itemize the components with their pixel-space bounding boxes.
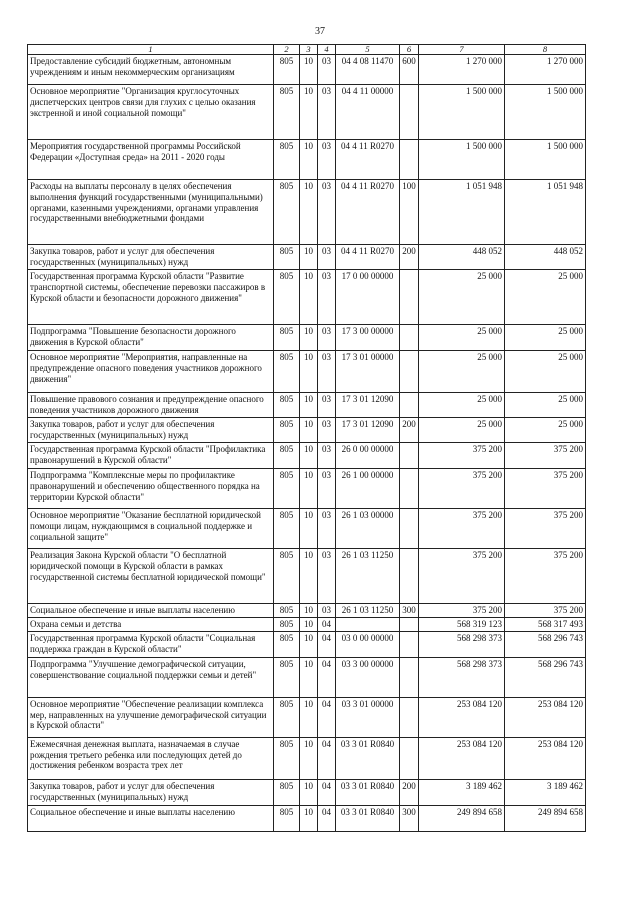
target-article: [336, 618, 400, 632]
subsection-code: 03: [318, 270, 336, 325]
target-article: 26 1 00 00000: [336, 469, 400, 509]
section-code: 10: [300, 549, 318, 604]
amount-year-1: 253 084 120: [419, 697, 505, 737]
column-number: 5: [336, 45, 400, 55]
gov-code: 805: [274, 631, 300, 657]
amount-year-2: 25 000: [505, 418, 586, 443]
target-article: 26 0 00 00000: [336, 443, 400, 469]
section-code: 10: [300, 180, 318, 245]
expense-type: 300: [400, 805, 419, 831]
amount-year-1: 375 200: [419, 604, 505, 618]
amount-year-2: 253 084 120: [505, 737, 586, 779]
gov-code: 805: [274, 418, 300, 443]
amount-year-2: 25 000: [505, 393, 586, 418]
column-number: 8: [505, 45, 586, 55]
section-code: 10: [300, 443, 318, 469]
table-row: [28, 737, 586, 779]
target-article: 04 4 11 R0270: [336, 245, 400, 270]
subsection-code: 03: [318, 509, 336, 549]
row-name: Подпрограмма "Улучшение демографической ситуации, совершенствование социальной поддержки семьи и детей": [28, 657, 274, 697]
section-code: 10: [300, 245, 318, 270]
amount-year-2: 375 200: [505, 549, 586, 604]
target-article: 26 1 03 00000: [336, 509, 400, 549]
expense-type: [400, 393, 419, 418]
table-row: [28, 509, 586, 549]
table-row: [28, 631, 586, 657]
section-code: 10: [300, 393, 318, 418]
section-code: 10: [300, 697, 318, 737]
amount-year-2: 375 200: [505, 443, 586, 469]
expense-type: 200: [400, 779, 419, 805]
row-name: Закупка товаров, работ и услуг для обеспечения государственных (муниципальных) нужд: [28, 779, 274, 805]
row-name: Повышение правового сознания и предупреждение опасного поведения участников дорожного движения: [28, 393, 274, 418]
gov-code: 805: [274, 509, 300, 549]
amount-year-2: 568 317 493: [505, 618, 586, 632]
amount-year-2: 1 051 948: [505, 180, 586, 245]
target-article: 04 4 08 11470: [336, 55, 400, 85]
expense-type: 300: [400, 604, 419, 618]
gov-code: 805: [274, 443, 300, 469]
table-row: [28, 85, 586, 140]
expense-type: [400, 443, 419, 469]
gov-code: 805: [274, 180, 300, 245]
section-code: 10: [300, 509, 318, 549]
section-code: 10: [300, 85, 318, 140]
amount-year-1: 568 298 373: [419, 657, 505, 697]
column-number: 6: [400, 45, 419, 55]
target-article: 17 3 00 00000: [336, 325, 400, 351]
table-row: [28, 779, 586, 805]
row-name: Государственная программа Курской области "Развитие транспортной системы, обеспечение перевозки пассажиров в Курской области и безопасности дорожного движения": [28, 270, 274, 325]
table-row: [28, 657, 586, 697]
table-row: [28, 270, 586, 325]
expense-type: 200: [400, 245, 419, 270]
table-row: [28, 140, 586, 180]
subsection-code: 04: [318, 779, 336, 805]
amount-year-1: 1 500 000: [419, 140, 505, 180]
subsection-code: 03: [318, 85, 336, 140]
target-article: 03 3 01 R0840: [336, 805, 400, 831]
subsection-code: 04: [318, 631, 336, 657]
table-row: [28, 55, 586, 85]
row-name: Расходы на выплаты персоналу в целях обеспечения выполнения функций государственными (муниципальными) органами, казенными учреждениями, органами управления государственными внебюджетными фондами: [28, 180, 274, 245]
gov-code: 805: [274, 469, 300, 509]
gov-code: 805: [274, 737, 300, 779]
amount-year-2: 375 200: [505, 469, 586, 509]
row-name: Закупка товаров, работ и услуг для обеспечения государственных (муниципальных) нужд: [28, 418, 274, 443]
gov-code: 805: [274, 604, 300, 618]
target-article: 04 4 11 R0270: [336, 180, 400, 245]
amount-year-2: 568 296 743: [505, 631, 586, 657]
target-article: 03 3 01 R0840: [336, 779, 400, 805]
amount-year-1: 25 000: [419, 270, 505, 325]
row-name: Государственная программа Курской области "Социальная поддержка граждан в Курской области": [28, 631, 274, 657]
column-number: 1: [28, 45, 274, 55]
gov-code: 805: [274, 805, 300, 831]
amount-year-1: 1 270 000: [419, 55, 505, 85]
expense-type: [400, 657, 419, 697]
subsection-code: 03: [318, 180, 336, 245]
amount-year-1: 25 000: [419, 393, 505, 418]
page-number: 37: [315, 26, 325, 37]
amount-year-2: 249 894 658: [505, 805, 586, 831]
target-article: 17 0 00 00000: [336, 270, 400, 325]
expense-type: [400, 509, 419, 549]
amount-year-1: 1 500 000: [419, 85, 505, 140]
gov-code: 805: [274, 779, 300, 805]
subsection-code: 03: [318, 443, 336, 469]
target-article: 04 4 11 00000: [336, 85, 400, 140]
column-number-row: [28, 45, 586, 55]
row-name: Основное мероприятие "Мероприятия, направленные на предупреждение опасного поведения участников дорожного движения": [28, 351, 274, 393]
amount-year-1: 1 051 948: [419, 180, 505, 245]
expense-type: 600: [400, 55, 419, 85]
row-name: Основное мероприятие "Обеспечение реализации комплекса мер, направленных на улучшение демографической ситуации в Курской области": [28, 697, 274, 737]
amount-year-1: 375 200: [419, 469, 505, 509]
amount-year-2: 568 296 743: [505, 657, 586, 697]
target-article: 03 0 00 00000: [336, 631, 400, 657]
section-code: 10: [300, 604, 318, 618]
subsection-code: 04: [318, 697, 336, 737]
table-row: [28, 549, 586, 604]
column-number: 7: [419, 45, 505, 55]
column-number: 2: [274, 45, 300, 55]
amount-year-2: 25 000: [505, 351, 586, 393]
gov-code: 805: [274, 549, 300, 604]
section-code: 10: [300, 140, 318, 180]
expense-type: [400, 469, 419, 509]
budget-table: [27, 44, 586, 832]
table-row: [28, 618, 586, 632]
section-code: 10: [300, 351, 318, 393]
row-name: Охрана семьи и детства: [28, 618, 274, 632]
subsection-code: 04: [318, 657, 336, 697]
table-row: [28, 351, 586, 393]
table-row: [28, 604, 586, 618]
amount-year-1: 375 200: [419, 509, 505, 549]
gov-code: 805: [274, 618, 300, 632]
amount-year-1: 375 200: [419, 549, 505, 604]
amount-year-2: 1 500 000: [505, 140, 586, 180]
subsection-code: 03: [318, 418, 336, 443]
subsection-code: 03: [318, 351, 336, 393]
subsection-code: 03: [318, 55, 336, 85]
gov-code: 805: [274, 325, 300, 351]
section-code: 10: [300, 779, 318, 805]
expense-type: [400, 737, 419, 779]
expense-type: [400, 631, 419, 657]
target-article: 26 1 03 11250: [336, 604, 400, 618]
subsection-code: 04: [318, 618, 336, 632]
row-name: Ежемесячная денежная выплата, назначаемая в случае рождения третьего ребенка или последующих детей до достижения ребенком возраста трех лет: [28, 737, 274, 779]
amount-year-2: 25 000: [505, 270, 586, 325]
table-row: [28, 443, 586, 469]
table-row: [28, 805, 586, 831]
target-article: 03 3 01 R0840: [336, 737, 400, 779]
amount-year-2: 1 270 000: [505, 55, 586, 85]
row-name: Закупка товаров, работ и услуг для обеспечения государственных (муниципальных) нужд: [28, 245, 274, 270]
expense-type: [400, 351, 419, 393]
amount-year-1: 568 319 123: [419, 618, 505, 632]
amount-year-1: 253 084 120: [419, 737, 505, 779]
table-row: [28, 180, 586, 245]
section-code: 10: [300, 418, 318, 443]
subsection-code: 03: [318, 469, 336, 509]
section-code: 10: [300, 469, 318, 509]
subsection-code: 03: [318, 604, 336, 618]
target-article: 03 3 00 00000: [336, 657, 400, 697]
subsection-code: 03: [318, 325, 336, 351]
amount-year-1: 568 298 373: [419, 631, 505, 657]
subsection-code: 03: [318, 245, 336, 270]
expense-type: [400, 140, 419, 180]
amount-year-1: 448 052: [419, 245, 505, 270]
table-row: [28, 469, 586, 509]
table-row: [28, 393, 586, 418]
amount-year-1: 25 000: [419, 351, 505, 393]
target-article: 17 3 01 00000: [336, 351, 400, 393]
target-article: 17 3 01 12090: [336, 418, 400, 443]
table-row: [28, 418, 586, 443]
row-name: Социальное обеспечение и иные выплаты населению: [28, 604, 274, 618]
gov-code: 805: [274, 140, 300, 180]
subsection-code: 03: [318, 549, 336, 604]
amount-year-1: 375 200: [419, 443, 505, 469]
row-name: Социальное обеспечение и иные выплаты населению: [28, 805, 274, 831]
target-article: 17 3 01 12090: [336, 393, 400, 418]
target-article: 04 4 11 R0270: [336, 140, 400, 180]
gov-code: 805: [274, 697, 300, 737]
row-name: Подпрограмма "Повышение безопасности дорожного движения в Курской области": [28, 325, 274, 351]
amount-year-2: 448 052: [505, 245, 586, 270]
row-name: Реализация Закона Курской области "О бесплатной юридической помощи в Курской области в рамках государственной системы бесплатной юридической помощи": [28, 549, 274, 604]
expense-type: [400, 325, 419, 351]
expense-type: 100: [400, 180, 419, 245]
row-name: Предоставление субсидий бюджетным, автономным учреждениям и иным некоммерческим организациям: [28, 55, 274, 85]
gov-code: 805: [274, 270, 300, 325]
amount-year-2: 253 084 120: [505, 697, 586, 737]
section-code: 10: [300, 631, 318, 657]
amount-year-2: 375 200: [505, 604, 586, 618]
gov-code: 805: [274, 657, 300, 697]
amount-year-2: 1 500 000: [505, 85, 586, 140]
column-number: 3: [300, 45, 318, 55]
expense-type: 200: [400, 418, 419, 443]
expense-type: [400, 85, 419, 140]
expense-type: [400, 618, 419, 632]
section-code: 10: [300, 270, 318, 325]
table-row: [28, 697, 586, 737]
subsection-code: 03: [318, 140, 336, 180]
section-code: 10: [300, 657, 318, 697]
target-article: 26 1 03 11250: [336, 549, 400, 604]
section-code: 10: [300, 805, 318, 831]
expense-type: [400, 549, 419, 604]
gov-code: 805: [274, 351, 300, 393]
table-row: [28, 245, 586, 270]
row-name: Основное мероприятие "Оказание бесплатной юридической помощи лицам, нуждающимся в социальной поддержке и социальной защите": [28, 509, 274, 549]
amount-year-2: 25 000: [505, 325, 586, 351]
section-code: 10: [300, 737, 318, 779]
row-name: Государственная программа Курской области "Профилактика правонарушений в Курской области": [28, 443, 274, 469]
amount-year-2: 3 189 462: [505, 779, 586, 805]
row-name: Основное мероприятие "Организация круглосуточных диспетчерских центров связи для глухих с целью оказания экстренной и иной социальной помощи": [28, 85, 274, 140]
gov-code: 805: [274, 85, 300, 140]
amount-year-2: 375 200: [505, 509, 586, 549]
expense-type: [400, 270, 419, 325]
target-article: 03 3 01 00000: [336, 697, 400, 737]
amount-year-1: 25 000: [419, 325, 505, 351]
subsection-code: 04: [318, 737, 336, 779]
table-row: [28, 325, 586, 351]
row-name: Мероприятия государственной программы Российской Федерации «Доступная среда» на 2011 - 2020 годы: [28, 140, 274, 180]
subsection-code: 03: [318, 393, 336, 418]
subsection-code: 04: [318, 805, 336, 831]
row-name: Подпрограмма "Комплексные меры по профилактике правонарушений и обеспечению общественного порядка на территории Курской области": [28, 469, 274, 509]
amount-year-1: 25 000: [419, 418, 505, 443]
amount-year-1: 249 894 658: [419, 805, 505, 831]
expense-type: [400, 697, 419, 737]
section-code: 10: [300, 55, 318, 85]
column-number: 4: [318, 45, 336, 55]
gov-code: 805: [274, 55, 300, 85]
gov-code: 805: [274, 245, 300, 270]
gov-code: 805: [274, 393, 300, 418]
section-code: 10: [300, 325, 318, 351]
section-code: 10: [300, 618, 318, 632]
amount-year-1: 3 189 462: [419, 779, 505, 805]
